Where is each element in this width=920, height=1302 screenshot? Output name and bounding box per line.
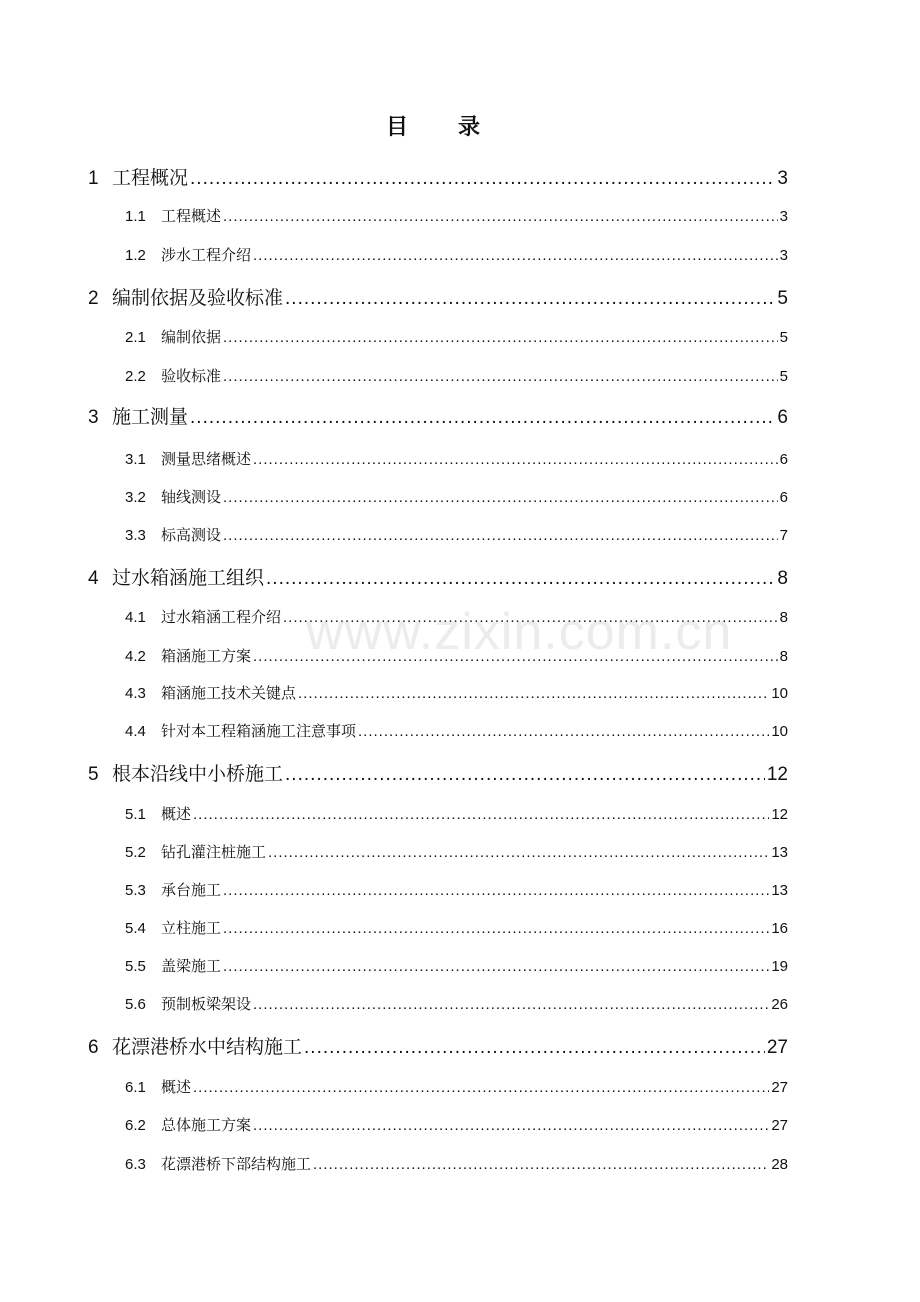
toc-entry-title: 概述 <box>161 805 192 823</box>
toc-entry[interactable] <box>125 879 788 900</box>
toc-entry-number: 5.2 <box>125 844 146 861</box>
toc-entry-page: 13 <box>771 882 788 899</box>
toc-entry-page: 6 <box>779 451 788 468</box>
toc-leader-dots <box>223 882 769 899</box>
toc-leader-dots <box>223 920 769 937</box>
toc-entry-page: 5 <box>779 329 788 346</box>
toc-leader-dots <box>223 958 769 975</box>
toc-entry-number: 5.6 <box>125 996 146 1013</box>
toc-entry-page: 3 <box>779 208 788 225</box>
toc-entry-title: 验收标准 <box>161 367 222 385</box>
toc-entry-number: 6.3 <box>125 1156 146 1173</box>
toc-entry-number: 1.1 <box>125 208 146 225</box>
toc-entry[interactable] <box>125 244 788 265</box>
toc-entry-page: 7 <box>779 527 788 544</box>
toc-entry[interactable] <box>125 1153 788 1174</box>
toc-leader-dots <box>223 368 778 385</box>
toc-leader-dots <box>268 844 769 861</box>
toc-entry[interactable] <box>125 993 788 1014</box>
toc-entry[interactable] <box>88 163 788 190</box>
toc-entry-page: 19 <box>771 958 788 975</box>
toc-leader-dots <box>223 208 778 225</box>
toc-entry-page: 5 <box>777 288 788 309</box>
toc-leader-dots <box>285 288 775 310</box>
toc-entry-title: 标高测设 <box>161 526 222 544</box>
toc-entry[interactable] <box>125 917 788 938</box>
toc-entry-page: 27 <box>771 1079 788 1096</box>
toc-entry-number: 6.1 <box>125 1079 146 1096</box>
toc-leader-dots <box>253 996 769 1013</box>
toc-entry-title: 根本沿线中小桥施工 <box>112 763 284 785</box>
toc-entry-title: 盖梁施工 <box>161 957 222 975</box>
toc-entry[interactable] <box>125 486 788 507</box>
toc-entry-title: 概述 <box>161 1078 192 1096</box>
toc-leader-dots <box>223 489 778 506</box>
toc-entry-title: 过水箱涵施工组织 <box>112 567 265 589</box>
toc-entry-title: 立柱施工 <box>161 919 222 937</box>
toc-leader-dots <box>285 764 765 786</box>
toc-leader-dots <box>253 648 778 665</box>
toc-entry-page: 5 <box>779 368 788 385</box>
watermark: www.zixin.com.cn <box>306 603 733 661</box>
toc-leader-dots <box>313 1156 769 1173</box>
toc-leader-dots <box>223 329 778 346</box>
toc-entry-number: 4.1 <box>125 609 146 626</box>
toc-entry[interactable] <box>125 645 788 666</box>
toc-entry-title: 预制板梁架设 <box>161 995 252 1013</box>
toc-entry[interactable] <box>88 1032 788 1059</box>
toc-entry-title: 涉水工程介绍 <box>161 246 252 264</box>
toc-entry-page: 16 <box>771 920 788 937</box>
toc-entry[interactable] <box>125 205 788 226</box>
toc-entry-title: 编制依据及验收标准 <box>112 287 284 309</box>
toc-entry-number: 3 <box>88 407 99 428</box>
toc-entry-number: 4.2 <box>125 648 146 665</box>
toc-entry-title: 钻孔灌注桩施工 <box>161 843 267 861</box>
toc-entry-page: 27 <box>766 1037 788 1058</box>
toc-entry-title: 编制依据 <box>161 328 222 346</box>
toc-leader-dots <box>304 1037 765 1059</box>
toc-entry-page: 10 <box>771 723 788 740</box>
toc-entry-page: 6 <box>779 489 788 506</box>
toc-leader-dots <box>193 1079 769 1096</box>
toc-entry-number: 6 <box>88 1037 99 1058</box>
toc-entry-title: 轴线测设 <box>161 488 222 506</box>
toc-leader-dots <box>193 806 769 823</box>
toc-entry-title: 过水箱涵工程介绍 <box>161 608 282 626</box>
toc-entry-page: 8 <box>777 568 788 589</box>
toc-entry-page: 28 <box>771 1156 788 1173</box>
toc-entry-number: 3.2 <box>125 489 146 506</box>
toc-leader-dots <box>190 168 775 190</box>
toc-entry-title: 针对本工程箱涵施工注意事项 <box>161 722 357 740</box>
toc-leader-dots <box>358 723 769 740</box>
toc-entry[interactable] <box>125 682 788 703</box>
toc-entry[interactable] <box>125 606 788 627</box>
toc-entry-page: 3 <box>777 168 788 189</box>
toc-leader-dots <box>266 568 775 590</box>
toc-entry-title: 工程概述 <box>161 207 222 225</box>
toc-entry-page: 26 <box>771 996 788 1013</box>
toc-leader-dots <box>223 527 778 544</box>
toc-entry-title: 承台施工 <box>161 881 222 899</box>
toc-entry-number: 3.3 <box>125 527 146 544</box>
toc-entry-number: 1 <box>88 168 99 189</box>
toc-entry-number: 3.1 <box>125 451 146 468</box>
toc-leader-dots <box>253 247 778 264</box>
toc-entry-page: 27 <box>771 1117 788 1134</box>
toc-entry-number: 4.4 <box>125 723 146 740</box>
toc-entry-number: 5.3 <box>125 882 146 899</box>
toc-leader-dots <box>253 451 778 468</box>
toc-entry-page: 6 <box>777 407 788 428</box>
toc-entry[interactable] <box>125 1114 788 1135</box>
toc-entry[interactable] <box>88 563 788 590</box>
toc-entry-number: 5.5 <box>125 958 146 975</box>
toc-entry-number: 4.3 <box>125 685 146 702</box>
toc-entry-title: 工程概况 <box>112 167 189 189</box>
toc-entry-title: 箱涵施工技术关键点 <box>161 684 297 702</box>
toc-leader-dots <box>283 609 778 626</box>
toc-entry[interactable] <box>125 955 788 976</box>
toc-entry[interactable] <box>125 326 788 347</box>
toc-entry-page: 12 <box>771 806 788 823</box>
toc-entry[interactable] <box>125 841 788 862</box>
toc-entry[interactable] <box>125 720 788 741</box>
toc-entry-page: 8 <box>779 609 788 626</box>
toc-leader-dots <box>190 407 775 429</box>
toc-entry-title: 总体施工方案 <box>161 1116 252 1134</box>
toc-entry[interactable] <box>88 759 788 786</box>
toc-entry[interactable] <box>88 283 788 310</box>
toc-entry-page: 12 <box>766 764 788 785</box>
toc-entry[interactable] <box>125 524 788 545</box>
toc-entry-title: 施工测量 <box>112 406 189 428</box>
toc-entry-number: 1.2 <box>125 247 146 264</box>
toc-entry-number: 2.2 <box>125 368 146 385</box>
toc-entry[interactable] <box>125 1076 788 1097</box>
toc-entry-title: 花漂港桥水中结构施工 <box>112 1036 303 1058</box>
toc-entry[interactable] <box>88 402 788 429</box>
toc-entry-title: 测量思绪概述 <box>161 450 252 468</box>
toc-entry-page: 13 <box>771 844 788 861</box>
toc-entry-number: 6.2 <box>125 1117 146 1134</box>
page-title: 目 录 <box>385 115 494 140</box>
toc-entry-number: 2 <box>88 288 99 309</box>
toc-entry-page: 8 <box>779 648 788 665</box>
toc-entry-number: 4 <box>88 568 99 589</box>
toc-entry-title: 箱涵施工方案 <box>161 647 252 665</box>
toc-entry-title: 花漂港桥下部结构施工 <box>161 1155 312 1173</box>
toc-leader-dots <box>253 1117 769 1134</box>
toc-entry-number: 5.4 <box>125 920 146 937</box>
toc-entry-number: 5 <box>88 764 99 785</box>
toc-entry-page: 10 <box>771 685 788 702</box>
toc-entry-number: 5.1 <box>125 806 146 823</box>
toc-entry-number: 2.1 <box>125 329 146 346</box>
toc-entry-page: 3 <box>779 247 788 264</box>
toc-entry[interactable] <box>125 803 788 824</box>
toc-entry[interactable] <box>125 448 788 469</box>
toc-entry[interactable] <box>125 365 788 386</box>
toc-leader-dots <box>298 685 769 702</box>
